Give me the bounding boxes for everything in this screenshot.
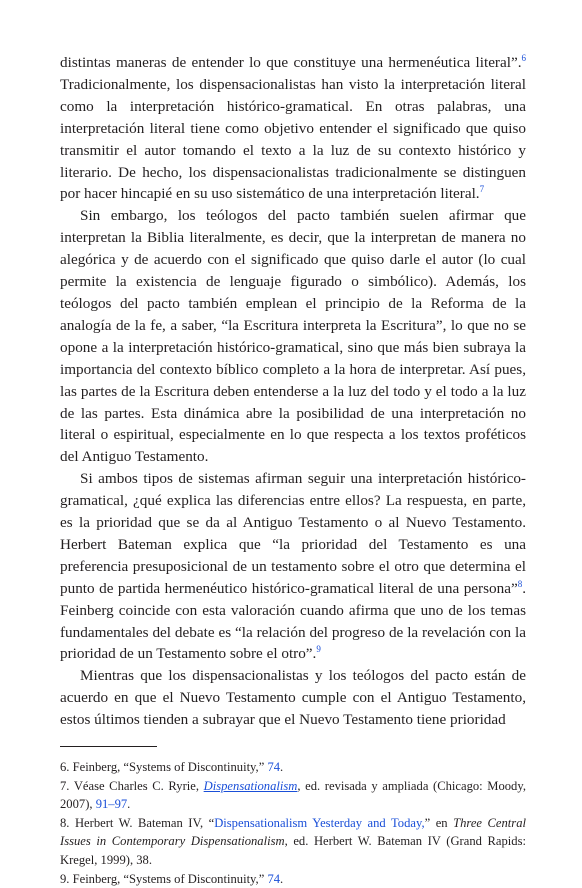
footnote-9 bbox=[60, 870, 526, 888]
footnote-ref-9[interactable]: 9 bbox=[316, 644, 321, 655]
footnote-divider bbox=[60, 746, 157, 747]
page-link[interactable]: 91–97 bbox=[95, 797, 128, 812]
body-paragraph-3 bbox=[60, 468, 526, 665]
footnote-text: . bbox=[127, 797, 131, 812]
footnote-text: 9. Feinberg, “Systems of Discontinuity,” bbox=[60, 871, 268, 886]
footnote-text: . bbox=[280, 760, 284, 775]
book-page bbox=[60, 52, 526, 888]
body-paragraph-1 bbox=[60, 52, 526, 205]
page-link[interactable]: 74 bbox=[267, 760, 281, 775]
footnote-8 bbox=[60, 814, 526, 870]
paragraph-text: Tradicionalmente, los dispensacionalistas han visto la interpretación literal como la interpretación histórico-gramatical. En otras palabras, una interpretación literal tiene como objetivo entender el significado que quiso transmitir el autor tomando el texto a la luz de su contexto histórico y literario. De hecho, los dispensacionalistas tradicionalmente se distinguen por hacer hincapié en su uso sistemático de una interpretación literal. bbox=[60, 75, 526, 203]
footnote-6 bbox=[60, 758, 526, 777]
footnote-ref-6[interactable]: 6 bbox=[521, 52, 526, 63]
footnote-text: . bbox=[280, 871, 284, 886]
footnote-text: , ed. Herbert W. Bateman IV (Grand Rapids: Kregel, 1999), 38. bbox=[60, 834, 526, 868]
footnote-text: 7. Véase Charles C. Ryrie, bbox=[60, 778, 204, 793]
footnote-ref-7[interactable]: 7 bbox=[479, 184, 485, 195]
paragraph-text: distintas maneras de entender lo que constituye una hermenéutica literal”. bbox=[60, 54, 522, 71]
paragraph-text: Mientras que los dispensacionalistas y los teólogos del pacto están de acuerdo en que el Nuevo Testamento cumple con el Antiguo Testamento, estos últimos tienden a subrayar que el Nuevo Testamento tiene prioridad bbox=[60, 667, 526, 729]
footnote-text: , ed. revisada y ampliada (Chicago: Moody, 2007), bbox=[60, 778, 526, 812]
paragraph-text: Si ambos tipos de sistemas afirman seguir una interpretación histórico-gramatical, ¿qué explica las diferencias entre ellos? La respuesta, en parte, es la prioridad que se da al Antiguo Testamento o al Nuevo Testamento. Herbert Bateman explica que “la prioridad del Testamento es una preferencia presuposicional de un testamento sobre el otro que determina el punto de partida hermenéutico histórico-gramatical literal de una persona” bbox=[60, 470, 526, 597]
book-title: Three Central Issues in Contemporary Dispensationalism bbox=[60, 815, 526, 849]
footnote-7 bbox=[60, 777, 526, 814]
paragraph-text: . Feinberg coincide con esta valoración cuando afirma que uno de los temas fundamentales del debate es “la relación del progreso de la revelación con la prioridad de un Testamento sobre el otro”. bbox=[60, 579, 526, 663]
body-paragraph-2 bbox=[60, 205, 526, 468]
footnotes bbox=[60, 758, 526, 888]
footnote-ref-8[interactable]: 8 bbox=[517, 578, 523, 589]
book-title-link[interactable]: Dispensationalism bbox=[203, 778, 298, 793]
footnote-text: 6. Feinberg, “Systems of Discontinuity,” bbox=[60, 760, 268, 775]
paragraph-text: Sin embargo, los teólogos del pacto también suelen afirmar que interpretan la Biblia literalmente, es decir, que la interpretan de manera no alegórica y de acuerdo con el significado que quiso darle el autor (lo cual permite la existencia de lenguaje figurado o simbólico). Además, los teólogos del pacto también emplean el principio de la Reforma de la analogía de la fe, a saber, “la Escritura interpreta la Escritura”, lo que no se opone a la interpretación histórico-gramatical, sino que más bien subraya la importancia del contexto bíblico completo a la hora de interpretar. Así pues, las partes de la Escritura deben entenderse a la luz del todo y el todo a la luz de las partes. Esta dinámica abre la posibilidad de una interpretación no literal o espiritual, especialmente en lo que respecta a los textos proféticos del Antiguo Testamento. bbox=[60, 207, 526, 466]
footnote-text: ” en bbox=[424, 815, 454, 830]
footnote-text: 8. Herbert W. Bateman IV, “ bbox=[60, 815, 215, 830]
page-link[interactable]: 74 bbox=[267, 871, 281, 886]
body-paragraph-4 bbox=[60, 665, 526, 731]
article-title-link[interactable]: Dispensationalism Yesterday and Today, bbox=[214, 815, 425, 830]
